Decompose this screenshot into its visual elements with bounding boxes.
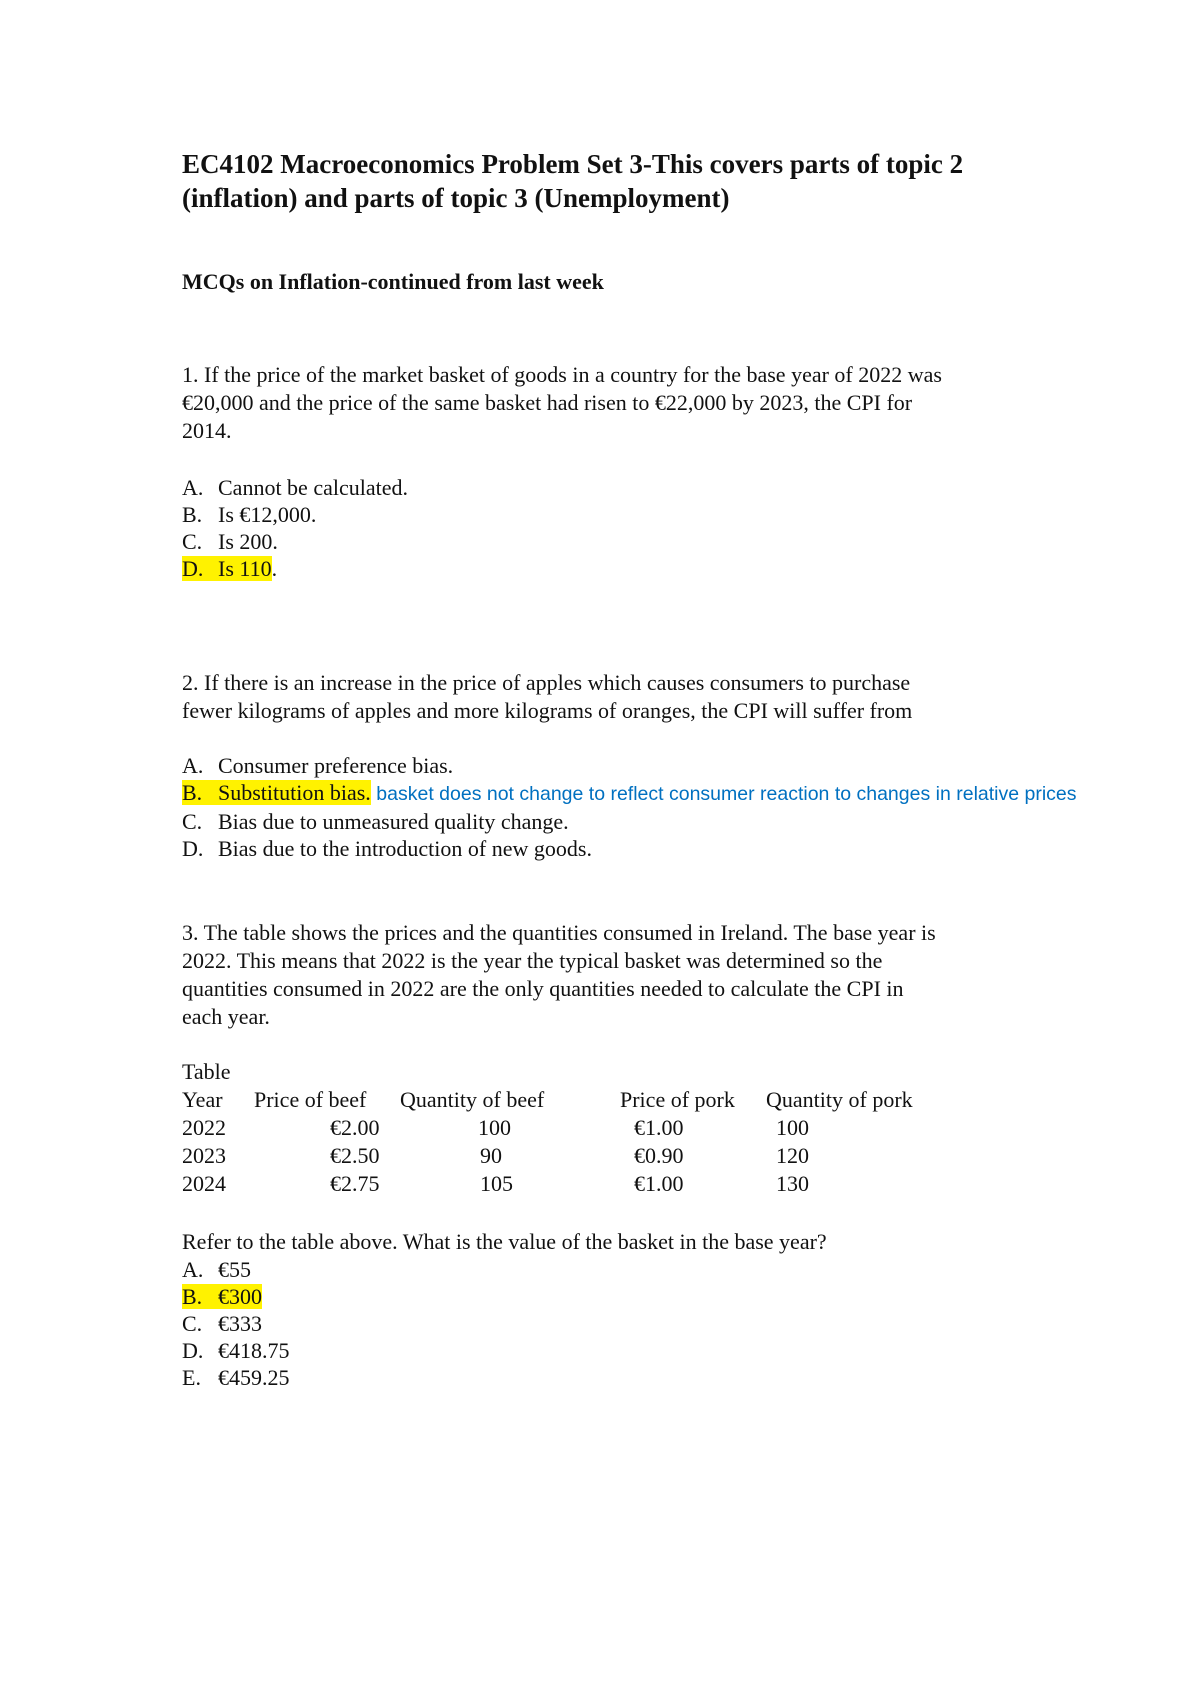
table-cell-quantity-beef: 105 bbox=[480, 1171, 513, 1196]
question-1 bbox=[182, 361, 942, 445]
question-3-stem-line: each year. bbox=[182, 1004, 270, 1029]
table-cell-quantity-beef: 90 bbox=[480, 1143, 502, 1168]
table-cell-year: 2024 bbox=[182, 1171, 226, 1196]
question-2-options bbox=[182, 752, 1077, 862]
option-text: Is 110 bbox=[218, 556, 272, 581]
table-cell-quantity-pork: 130 bbox=[776, 1171, 809, 1196]
option-a bbox=[182, 1256, 290, 1283]
option-text: Substitution bias. bbox=[218, 780, 371, 805]
option-a bbox=[182, 752, 1077, 779]
option-b bbox=[182, 501, 408, 528]
option-text: Is €12,000. bbox=[218, 502, 317, 527]
answer-note: basket does not change to reflect consumer reaction to changes in relative prices bbox=[376, 783, 1077, 805]
option-text: Bias due to unmeasured quality change. bbox=[218, 809, 569, 834]
question-2-stem-line: fewer kilograms of apples and more kilograms of oranges, the CPI will suffer from bbox=[182, 698, 913, 723]
option-c bbox=[182, 528, 408, 555]
option-text: Cannot be calculated. bbox=[218, 475, 408, 500]
question-1-stem-line: 1. If the price of the market basket of goods in a country for the base year of 2022 was bbox=[182, 362, 942, 387]
table-cell-quantity-pork: 100 bbox=[776, 1115, 809, 1140]
option-text: €333 bbox=[218, 1311, 262, 1336]
option-d-correct bbox=[182, 555, 408, 582]
question-1-options bbox=[182, 474, 408, 582]
option-d bbox=[182, 835, 1077, 862]
question-2-stem-line: 2. If there is an increase in the price of apples which causes consumers to purchase bbox=[182, 670, 911, 695]
option-letter: A. bbox=[182, 475, 204, 500]
question-3-options bbox=[182, 1256, 290, 1391]
option-text: Is 200. bbox=[218, 529, 278, 554]
option-text: €459.25 bbox=[218, 1365, 290, 1390]
option-b-correct bbox=[182, 779, 1077, 808]
table-cell-quantity-beef: 100 bbox=[478, 1115, 511, 1140]
section-heading: MCQs on Inflation-continued from last week bbox=[182, 269, 604, 294]
option-letter: B. bbox=[182, 780, 203, 805]
question-3-stem-line: 3. The table shows the prices and the quantities consumed in Ireland. The base year is bbox=[182, 920, 936, 945]
option-text: €300 bbox=[218, 1284, 262, 1309]
option-letter: A. bbox=[182, 753, 204, 778]
table-header-price-pork: Price of pork bbox=[620, 1087, 735, 1112]
table-cell-price-beef: €2.75 bbox=[330, 1171, 380, 1196]
option-letter: B. bbox=[182, 1284, 203, 1309]
table-cell-year: 2023 bbox=[182, 1143, 226, 1168]
option-letter: C. bbox=[182, 1311, 203, 1336]
table-cell-price-beef: €2.50 bbox=[330, 1143, 380, 1168]
option-c bbox=[182, 1310, 290, 1337]
option-text: €418.75 bbox=[218, 1338, 290, 1363]
table-cell-price-pork: €0.90 bbox=[634, 1143, 684, 1168]
question-3-stem-line: quantities consumed in 2022 are the only quantities needed to calculate the CPI in bbox=[182, 976, 904, 1001]
option-e bbox=[182, 1364, 290, 1391]
document-title-line-1: EC4102 Macroeconomics Problem Set 3-This covers parts of topic 2 bbox=[182, 149, 964, 179]
option-letter: E. bbox=[182, 1365, 201, 1390]
question-3-stem-line: 2022. This means that 2022 is the year the typical basket was determined so the bbox=[182, 948, 883, 973]
option-letter: B. bbox=[182, 502, 203, 527]
table-header-quantity-beef: Quantity of beef bbox=[400, 1087, 545, 1112]
table-cell-price-pork: €1.00 bbox=[634, 1171, 684, 1196]
question-3-prompt: Refer to the table above. What is the value of the basket in the base year? bbox=[182, 1229, 827, 1254]
option-c bbox=[182, 808, 1077, 835]
question-1-stem-line: 2014. bbox=[182, 418, 232, 443]
table-cell-quantity-pork: 120 bbox=[776, 1143, 809, 1168]
option-letter: C. bbox=[182, 529, 203, 554]
table-cell-price-beef: €2.00 bbox=[330, 1115, 380, 1140]
table-cell-year: 2022 bbox=[182, 1115, 226, 1140]
table-header-price-beef: Price of beef bbox=[254, 1087, 367, 1112]
table-caption: Table bbox=[182, 1059, 231, 1084]
option-text: Consumer preference bias. bbox=[218, 753, 454, 778]
option-text: Bias due to the introduction of new goods. bbox=[218, 836, 592, 861]
table-cell-price-pork: €1.00 bbox=[634, 1115, 684, 1140]
option-suffix: . bbox=[271, 556, 278, 581]
table-header-quantity-pork: Quantity of pork bbox=[766, 1087, 913, 1112]
option-letter: D. bbox=[182, 556, 204, 581]
question-3 bbox=[182, 919, 936, 1031]
option-a bbox=[182, 474, 408, 501]
option-text: €55 bbox=[218, 1257, 251, 1282]
option-letter: D. bbox=[182, 836, 204, 861]
option-letter: C. bbox=[182, 809, 203, 834]
option-b-correct bbox=[182, 1283, 290, 1310]
question-2 bbox=[182, 669, 912, 725]
document-title-line-2: (inflation) and parts of topic 3 (Unemployment) bbox=[182, 183, 730, 213]
option-letter: A. bbox=[182, 1257, 204, 1282]
option-letter: D. bbox=[182, 1338, 204, 1363]
option-d bbox=[182, 1337, 290, 1364]
table-header-year: Year bbox=[182, 1087, 223, 1112]
question-1-stem-line: €20,000 and the price of the same basket had risen to €22,000 by 2023, the CPI for bbox=[182, 390, 913, 415]
